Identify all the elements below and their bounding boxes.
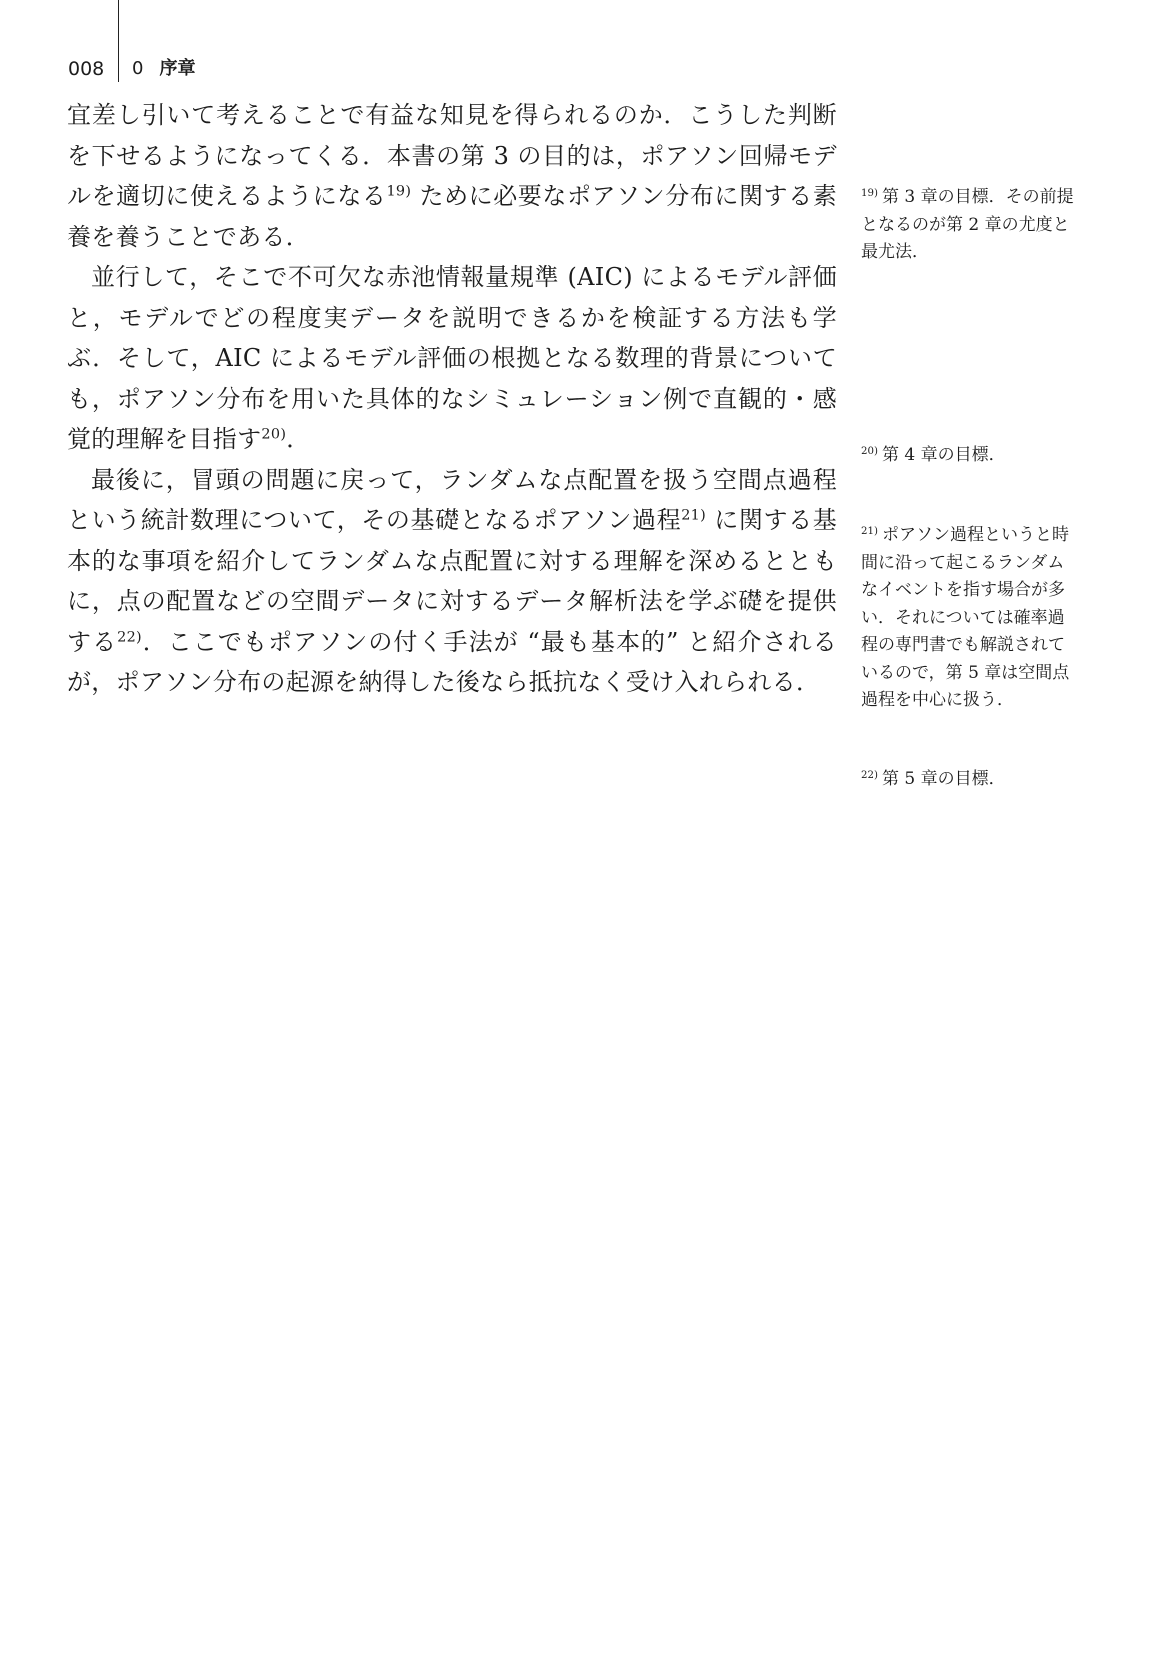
chapter-title: 序章 — [159, 58, 196, 79]
sidenote-mark: 22) — [861, 769, 878, 781]
paragraph-text: ． — [286, 425, 311, 453]
page-number: 008 — [68, 58, 105, 80]
paragraph-text: に関する基本的な事項を紹介してランダムな点配置に対する理解を深めるとともに，点の配置などの空間データに対するデータ解析法を学ぶ礎を提供する — [67, 506, 837, 656]
header-vertical-rule — [118, 0, 119, 82]
sidenote-text: 第 5 章の目標． — [881, 769, 1006, 789]
paragraph-3 — [67, 460, 837, 703]
main-text — [67, 95, 837, 703]
paragraph-text: ために必要なポアソン分布に関する素養を養うことである． — [67, 182, 837, 251]
paragraph-text: ．ここでもポアソンの付く手法が “最も基本的” と紹介されるが，ポアソン分布の起源を納得した後なら抵抗なく受け入れられる． — [67, 627, 837, 696]
running-header — [132, 55, 195, 83]
chapter-number: 0 — [132, 58, 144, 79]
sidenote-21 — [861, 522, 1081, 715]
paragraph-1 — [67, 95, 837, 257]
sidenote-20 — [861, 442, 1081, 470]
footnote-ref-22: 22) — [117, 628, 142, 645]
sidenote-22 — [861, 766, 1081, 794]
paragraph-text: 最後に，冒頭の問題に戻って，ランダムな点配置を扱う空間点過程という統計数理について，その基礎となるポアソン過程 — [67, 465, 837, 534]
sidenote-text: ポアソン過程というと時間に沿って起こるランダムなイベントを指す場合が多い．それについては確率過程の専門書でも解説されているので，第 5 章は空間点過程を中心に扱う． — [861, 525, 1070, 710]
paragraph-2 — [67, 257, 837, 460]
sidenote-text: 第 4 章の目標． — [881, 445, 1006, 465]
paragraph-text: 並行して，そこで不可欠な赤池情報量規準 (AIC) によるモデル評価と，モデルでどの程度実データを説明できるかを検証する方法も学ぶ．そして，AIC によるモデル評価の根拠となる数理的背景についても，ポアソン分布を用いた具体的なシミュレーション例で直観的・感覚的理解を目指す — [67, 263, 837, 453]
sidenote-19 — [861, 184, 1081, 267]
sidenote-mark: 21) — [861, 525, 878, 537]
sidenote-mark: 19) — [861, 187, 878, 199]
paragraph-text: 宜差し引いて考えることで有益な知見を得られるのか．こうした判断を下せるようになってくる．本書の第 3 の目的は，ポアソン回帰モデルを適切に使えるようになる — [67, 101, 837, 210]
sidenote-text: 第 3 章の目標．その前提となるのが第 2 章の尤度と最尤法． — [861, 187, 1074, 262]
footnote-ref-19: 19) — [386, 183, 412, 200]
footnote-ref-20: 20) — [261, 426, 287, 443]
footnote-ref-21: 21) — [681, 507, 707, 524]
sidenote-mark: 20) — [861, 445, 878, 457]
